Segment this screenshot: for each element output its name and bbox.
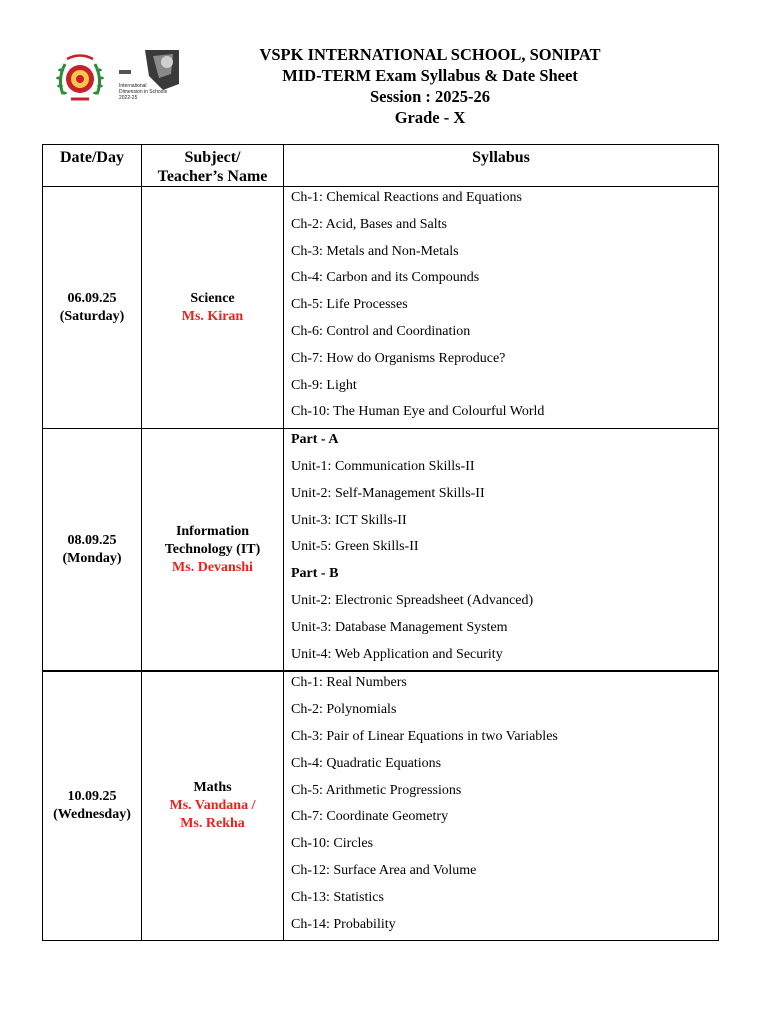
syllabus-cell [284,671,719,940]
header-date-day: Date/Day [43,145,142,187]
syllabus-item: Ch-14: Probability [291,916,396,932]
exam-date: 06.09.25 [67,290,117,306]
header-teacher: Teacher’s Name [157,168,268,185]
subject-name: Maths [193,780,232,796]
badge-text-2: Dimension in Schools [119,89,168,95]
exam-day: (Monday) [62,550,122,566]
header-subject-teacher [142,145,284,187]
subject-teacher-cell [142,671,284,940]
badge-text-3: 2022-25 [119,95,138,101]
syllabus-item: Unit-2: Self-Management Skills-II [291,485,485,501]
syllabus-item: Unit-3: ICT Skills-II [291,512,407,528]
subject-name: Science [190,290,235,306]
teacher-name: Ms. Rekha [180,816,245,832]
syllabus-item: Ch-4: Quadratic Equations [291,755,442,771]
document-header [200,44,660,128]
syllabus-item: Ch-3: Metals and Non-Metals [291,243,459,259]
syllabus-item: Unit-1: Communication Skills-II [291,458,475,474]
table-header-row [43,145,719,187]
syllabus-item: Ch-7: Coordinate Geometry [291,809,449,825]
exam-day: (Saturday) [59,308,125,324]
date-sheet-table [42,144,719,941]
subject-name: Information [175,523,250,539]
exam-day: (Wednesday) [53,807,131,823]
teacher-name: Ms. Vandana / [169,798,256,814]
teacher-name: Ms. Devanshi [172,559,253,575]
subject-teacher-cell [142,429,284,672]
school-logo [53,50,179,106]
syllabus-cell [284,187,719,429]
syllabus-item: Ch-1: Chemical Reactions and Equations [291,190,522,205]
table-row [43,187,719,429]
header-subject: Subject/ [184,149,241,166]
syllabus-item: Ch-13: Statistics [291,889,384,905]
syllabus-item: Unit-2: Electronic Spreadsheet (Advanced) [291,592,534,608]
international-dimension-badge [107,50,179,106]
school-name: VSPK INTERNATIONAL SCHOOL, SONIPAT [259,45,601,64]
syllabus-item: Ch-7: How do Organisms Reproduce? [291,350,506,366]
exam-title: MID-TERM Exam Syllabus & Date Sheet [282,66,578,85]
session-label: Session : 2025-26 [369,87,491,106]
syllabus-item: Unit-5: Green Skills-II [291,539,419,555]
syllabus-item: Unit-4: Web Application and Security [291,646,503,662]
syllabus-item: Ch-12: Surface Area and Volume [291,862,477,878]
syllabus-item: Ch-5: Life Processes [291,297,408,313]
syllabus-item: Ch-2: Acid, Bases and Salts [291,216,447,232]
badge-graphic-icon [107,50,179,106]
syllabus-item: Ch-1: Real Numbers [291,675,407,691]
badge-text-1: International [119,83,147,89]
header-syllabus: Syllabus [284,145,719,187]
syllabus-item: Ch-2: Polynomials [291,702,397,718]
subject-name: Technology (IT) [164,541,261,557]
exam-date-cell [43,187,142,429]
exam-date-cell [43,671,142,940]
school-seal-icon [53,50,107,106]
syllabus-part-heading: Part - A [291,432,339,448]
syllabus-item: Ch-5: Arithmetic Progressions [291,782,462,798]
syllabus-item: Ch-4: Carbon and its Compounds [291,270,480,286]
exam-date-cell [43,429,142,672]
syllabus-item: Ch-6: Control and Coordination [291,323,471,339]
syllabus-item: Ch-9: Light [291,377,357,393]
grade-label: Grade - X [394,108,466,127]
table-row [43,429,719,672]
exam-date: 10.09.25 [67,789,117,805]
table-row [43,671,719,940]
exam-date: 08.09.25 [67,532,117,548]
syllabus-item: Ch-3: Pair of Linear Equations in two Variables [291,728,558,744]
syllabus-cell [284,429,719,672]
teacher-name: Ms. Kiran [181,308,244,324]
syllabus-part-heading: Part - B [291,566,339,582]
syllabus-item: Ch-10: Circles [291,836,374,852]
syllabus-item: Unit-3: Database Management System [291,619,508,635]
syllabus-item: Ch-10: The Human Eye and Colourful World [291,404,545,420]
subject-teacher-cell [142,187,284,429]
